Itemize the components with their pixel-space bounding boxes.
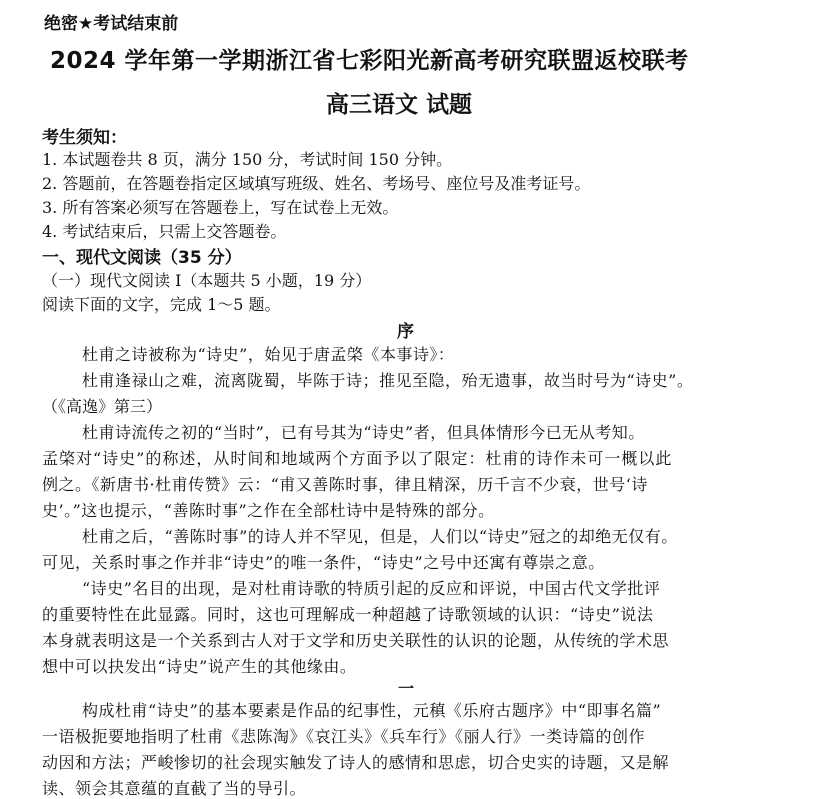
article-line: （《高逸》第三） (42, 397, 163, 416)
section-instruction: 阅读下面的文字，完成 1～5 题。 (42, 295, 281, 314)
article-line: 的重要特性在此显露。同时，这也可理解成一种超越了诗歌领域的认识：“诗史”说法 (42, 605, 654, 624)
article-line: 构成杜甫“诗史”的基本要素是作品的纪事性，元稹《乐府古题序》中“即事名篇” (82, 701, 662, 720)
section-subheading: （一）现代文阅读 I（本题共 5 小题，19 分） (42, 271, 372, 290)
article-line: 杜甫诗流传之初的“当时”，已有号其为“诗史”者，但具体情形今已无从考知。 (82, 423, 645, 442)
notice-item: 2. 答题前，在答题卷指定区域填写班级、姓名、考场号、座位号及准考证号。 (42, 174, 591, 193)
article-line: 可见，关系时事之作并非“诗史”的唯一条件，“诗史”之号中还寓有尊崇之意。 (42, 553, 605, 572)
article-title: 序 (397, 322, 414, 342)
notice-item: 4. 考试结束后，只需上交答题卷。 (42, 222, 287, 241)
exam-subtitle: 高三语文 试题 (326, 92, 473, 118)
article-line: 史’。”这也提示，“善陈时事”之作在全部杜诗中是特殊的部分。 (42, 501, 495, 520)
article-line: 一语极扼要地指明了杜甫《悲陈淘》《哀江头》《兵车行》《丽人行》一类诗篇的创作 (42, 727, 646, 746)
notice-item: 3. 所有答案必须写在答题卷上，写在试卷上无效。 (42, 198, 399, 217)
article-line: 动因和方法；严峻惨切的社会现实触发了诗人的感情和思虑，切合史实的诗题，又是解 (42, 753, 670, 772)
article-line: 杜甫之后，“善陈时事”的诗人并不罕见，但是，人们以“诗史”冠之的却绝无仅有。 (82, 527, 678, 546)
article-line: “诗史”名目的出现，是对杜甫诗歌的特质引起的反应和评说，中国古代文学批评 (82, 579, 661, 598)
notice-heading: 考生须知： (42, 128, 127, 148)
article-line: 杜甫之诗被称为“诗史”，始见于唐孟棨《本事诗》： (82, 345, 455, 364)
article-line: 读、领会其意蕴的直截了当的导引。 (42, 779, 307, 798)
article-line: 例之。《新唐书·杜甫传赞》云：“甫又善陈时事，律且精深，历千言不少衰，世号‘诗 (42, 475, 648, 494)
secret-label: 绝密★考试结束前 (44, 14, 179, 34)
article-line: 杜甫逢禄山之难，流离陇蜀，毕陈于诗；推见至隐，殆无遗事，故当时号为“诗史”。 (82, 371, 694, 390)
part-marker: 一 (398, 679, 415, 698)
section-heading: 一、现代文阅读（35 分） (42, 248, 242, 268)
article-line: 想中可以抉发出“诗史”说产生的其他缘由。 (42, 657, 357, 676)
exam-title: 2024 学年第一学期浙江省七彩阳光新高考研究联盟返校联考 (50, 48, 689, 74)
notice-item: 1. 本试题卷共 8 页，满分 150 分，考试时间 150 分钟。 (42, 150, 453, 169)
article-line: 孟棨对“诗史”的称述，从时间和地域两个方面予以了限定：杜甫的诗作未可一概以此 (42, 449, 673, 468)
article-line: 本身就表明这是一个关系到古人对于文学和历史关联性的认识的论题，从传统的学术思 (42, 631, 670, 650)
